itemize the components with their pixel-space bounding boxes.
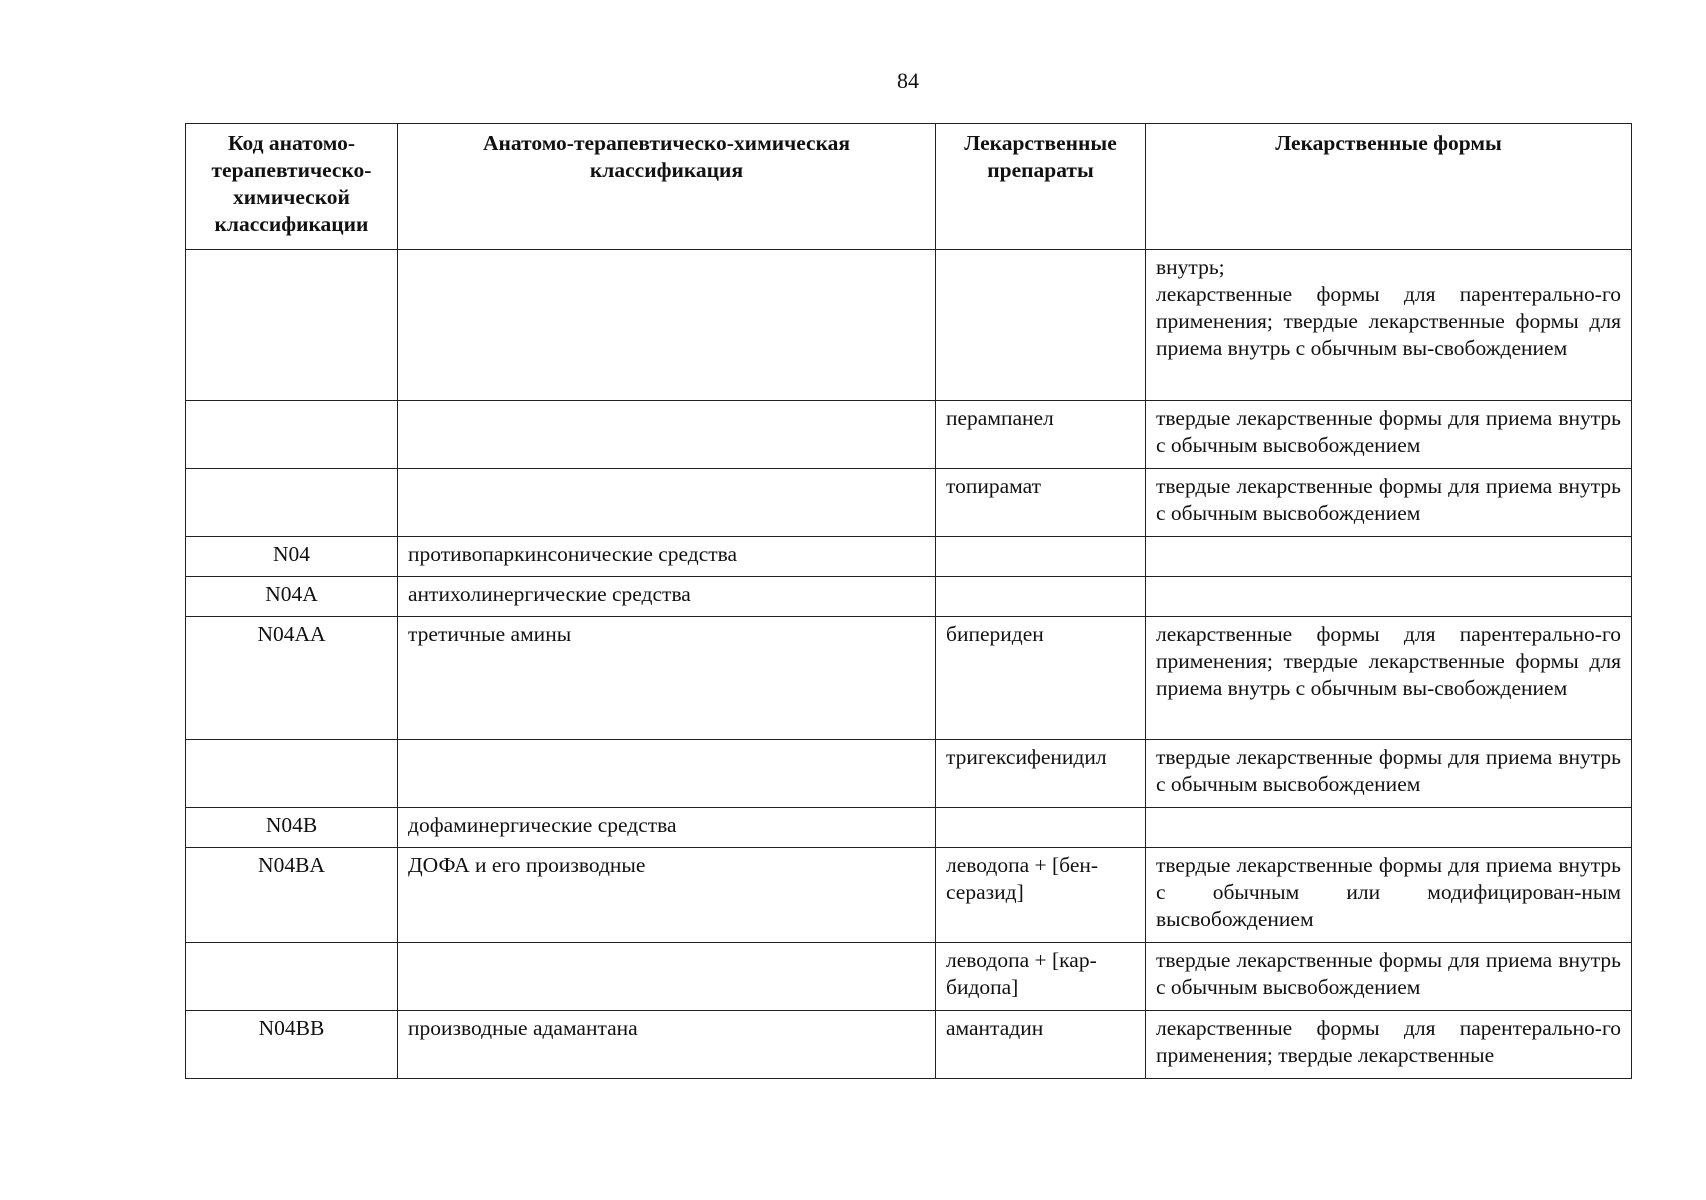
- atc-drug-table: [185, 123, 1632, 1079]
- drug-cell: [936, 250, 1146, 401]
- classification-cell: дофаминергические средства: [398, 808, 936, 848]
- dosage-forms-cell: твердые лекарственные формы для приема внутрь с обычным высвобождением: [1146, 943, 1632, 1011]
- drug-cell: [936, 808, 1146, 848]
- table-row: [186, 1011, 1632, 1079]
- classification-cell: производные адамантана: [398, 1011, 936, 1079]
- table-row: [186, 537, 1632, 577]
- drug-cell: леводопа + [бен-серазид]: [936, 848, 1146, 943]
- header-dosage-forms: Лекарственные формы: [1146, 124, 1632, 250]
- atc-code-cell: N04AA: [186, 617, 398, 740]
- table-header-row: [186, 124, 1632, 250]
- table-row: [186, 617, 1632, 740]
- atc-code-cell: N04A: [186, 577, 398, 617]
- table-row: [186, 808, 1632, 848]
- classification-cell: [398, 250, 936, 401]
- atc-code-cell: [186, 740, 398, 808]
- atc-code-cell: [186, 250, 398, 401]
- drug-cell: топирамат: [936, 469, 1146, 537]
- classification-cell: [398, 469, 936, 537]
- atc-code-cell: [186, 469, 398, 537]
- drug-cell: бипериден: [936, 617, 1146, 740]
- dosage-forms-cell: твердые лекарственные формы для приема внутрь с обычным высвобождением: [1146, 469, 1632, 537]
- drug-cell: амантадин: [936, 1011, 1146, 1079]
- dosage-forms-cell: [1146, 808, 1632, 848]
- dosage-forms-cell: [1146, 250, 1632, 401]
- dosage-forms-cell: твердые лекарственные формы для приема внутрь с обычным или модифицирован-ным высвобождением: [1146, 848, 1632, 943]
- drug-cell: [936, 577, 1146, 617]
- header-atc-code: Код анатомо-терапевтическо-химической классификации: [186, 124, 398, 250]
- dosage-forms-cell: [1146, 537, 1632, 577]
- table-row: [186, 943, 1632, 1011]
- dosage-forms-text: внутрь; лекарственные формы для парентерально-го применения; твердые лекарственные формы для приема внутрь с обычным вы-свобождением: [1156, 255, 1621, 360]
- page-number: 84: [897, 68, 919, 93]
- atc-code-cell: N04B: [186, 808, 398, 848]
- classification-cell: [398, 401, 936, 469]
- classification-cell: ДОФА и его производные: [398, 848, 936, 943]
- atc-code-cell: [186, 943, 398, 1011]
- dosage-forms-cell: лекарственные формы для парентерально-го применения; твердые лекарственные формы для приема внутрь с обычным вы-свобождением: [1146, 617, 1632, 740]
- dosage-forms-cell: [1146, 577, 1632, 617]
- table-row: [186, 577, 1632, 617]
- classification-cell: [398, 740, 936, 808]
- drug-cell: леводопа + [кар-бидопа]: [936, 943, 1146, 1011]
- table-row: [186, 848, 1632, 943]
- atc-code-cell: N04BB: [186, 1011, 398, 1079]
- classification-cell: антихолинергические средства: [398, 577, 936, 617]
- dosage-forms-cell: твердые лекарственные формы для приема внутрь с обычным высвобождением: [1146, 401, 1632, 469]
- drug-cell: перампанел: [936, 401, 1146, 469]
- drug-cell: [936, 537, 1146, 577]
- header-atc-classification: Анатомо-терапевтическо-химическая классификация: [398, 124, 936, 250]
- atc-code-cell: [186, 401, 398, 469]
- table-row: [186, 250, 1632, 401]
- table-row: [186, 740, 1632, 808]
- classification-cell: третичные амины: [398, 617, 936, 740]
- table-row: [186, 469, 1632, 537]
- header-drugs: Лекарственные препараты: [936, 124, 1146, 250]
- dosage-forms-cell: лекарственные формы для парентерально-го применения; твердые лекарственные: [1146, 1011, 1632, 1079]
- classification-cell: противопаркинсонические средства: [398, 537, 936, 577]
- table-row: [186, 401, 1632, 469]
- atc-code-cell: N04: [186, 537, 398, 577]
- classification-cell: [398, 943, 936, 1011]
- drug-cell: тригексифенидил: [936, 740, 1146, 808]
- atc-code-cell: N04BA: [186, 848, 398, 943]
- dosage-forms-cell: твердые лекарственные формы для приема внутрь с обычным высвобождением: [1146, 740, 1632, 808]
